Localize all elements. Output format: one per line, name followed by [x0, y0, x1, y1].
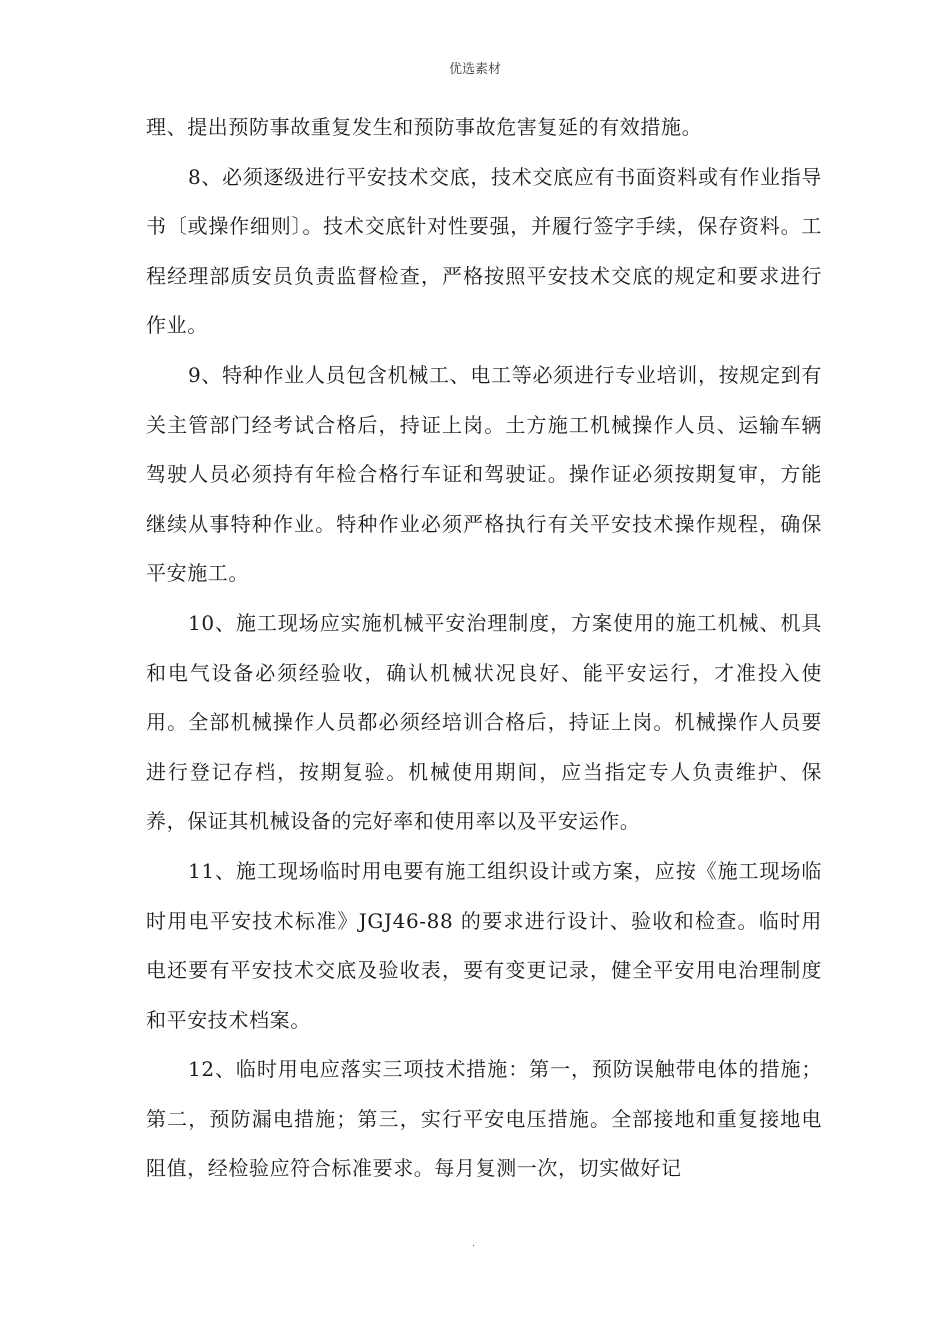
- page-header: 优选素材: [448, 62, 501, 77]
- footer-mark: .: [472, 1238, 476, 1249]
- paragraph-item-12: 12、临时用电应落实三项技术措施：第一，预防误触带电体的措施；第二，预防漏电措施；第三，实行平安电压措施。全部接地和重复接地电阻值，经检验应符合标准要求。每月复测一次，切实做好记: [146, 1057, 822, 1181]
- paragraph-continuation: 理、提出预防事故重复发生和预防事故危害复延的有效措施。: [146, 115, 703, 139]
- document-body: [146, 103, 822, 1194]
- paragraph-item-10: 10、施工现场应实施机械平安治理制度，方案使用的施工机械、机具和电气设备必须经验收，确认机械状况良好、能平安运行，才准投入使用。全部机械操作人员都必须经培训合格后，持证上岗。机械操作人员要进行登记存档，按期复验。机械使用期间，应当指定专人负责维护、保养，保证其机械设备的完好率和使用率以及平安运作。: [146, 610, 822, 834]
- paragraph-item-11: 11、施工现场临时用电要有施工组织设计或方案，应按《施工现场临时用电平安技术标准》JGJ46-88 的要求进行设计、验收和检查。临时用电还要有平安技术交底及验收表，要有变更记录，健全平安用电治理制度和平安技术档案。: [146, 858, 822, 1032]
- paragraph-item-9: 9、特种作业人员包含机械工、电工等必须进行专业培训，按规定到有关主管部门经考试合格后，持证上岗。土方施工机械操作人员、运输车辆驾驶人员必须持有年检合格行车证和驾驶证。操作证必须按期复审，方能继续从事特种作业。特种作业必须严格执行有关平安技术操作规程，确保平安施工。: [146, 362, 822, 586]
- paragraph-item-8: 8、必须逐级进行平安技术交底，技术交底应有书面资料或有作业指导书〔或操作细则〕。技术交底针对性要强，并履行签字手续，保存资料。工程经理部质安员负责监督检查，严格按照平安技术交底的规定和要求进行作业。: [146, 164, 822, 338]
